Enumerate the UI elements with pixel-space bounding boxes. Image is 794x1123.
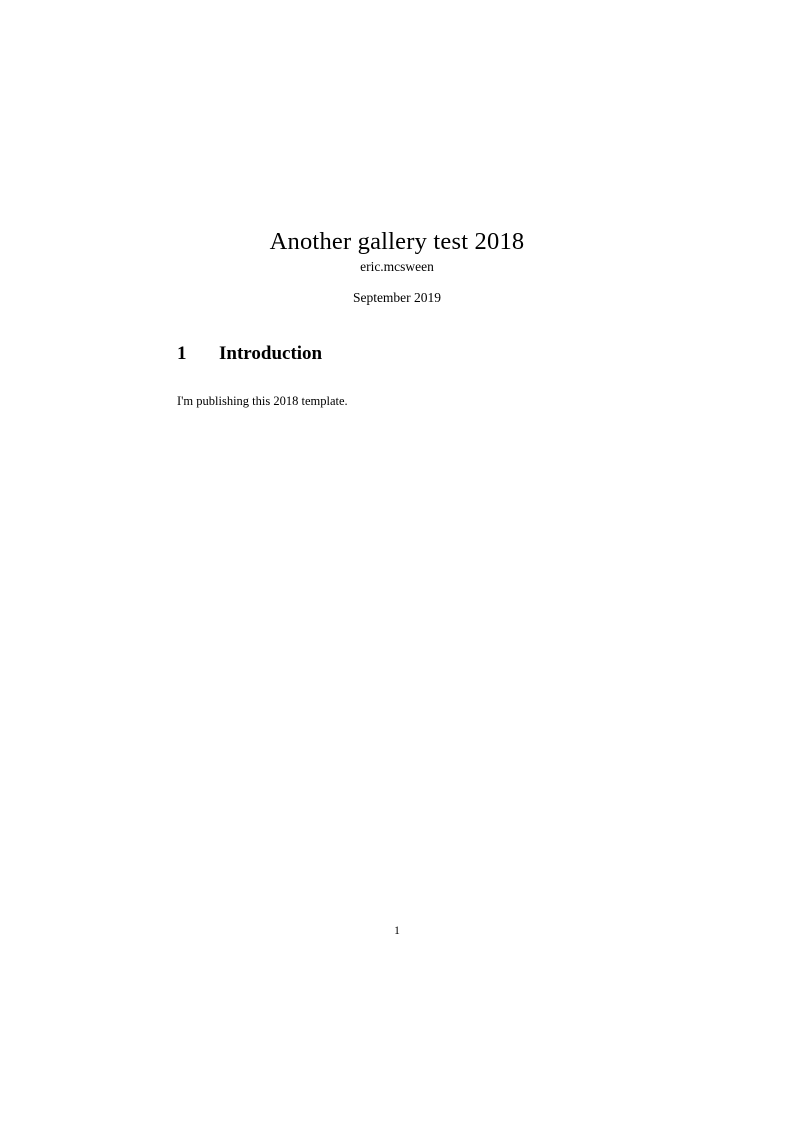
section-paragraph: I'm publishing this 2018 template. [177, 393, 348, 408]
section-title: Introduction [219, 343, 323, 364]
document-author: eric.mcsween [360, 259, 434, 274]
document-date: September 2019 [352, 290, 442, 305]
section-number: 1 [177, 343, 187, 364]
document-title: Another gallery test 2018 [269, 228, 525, 256]
page-number: 1 [394, 925, 400, 937]
section-heading-introduction [177, 343, 322, 365]
